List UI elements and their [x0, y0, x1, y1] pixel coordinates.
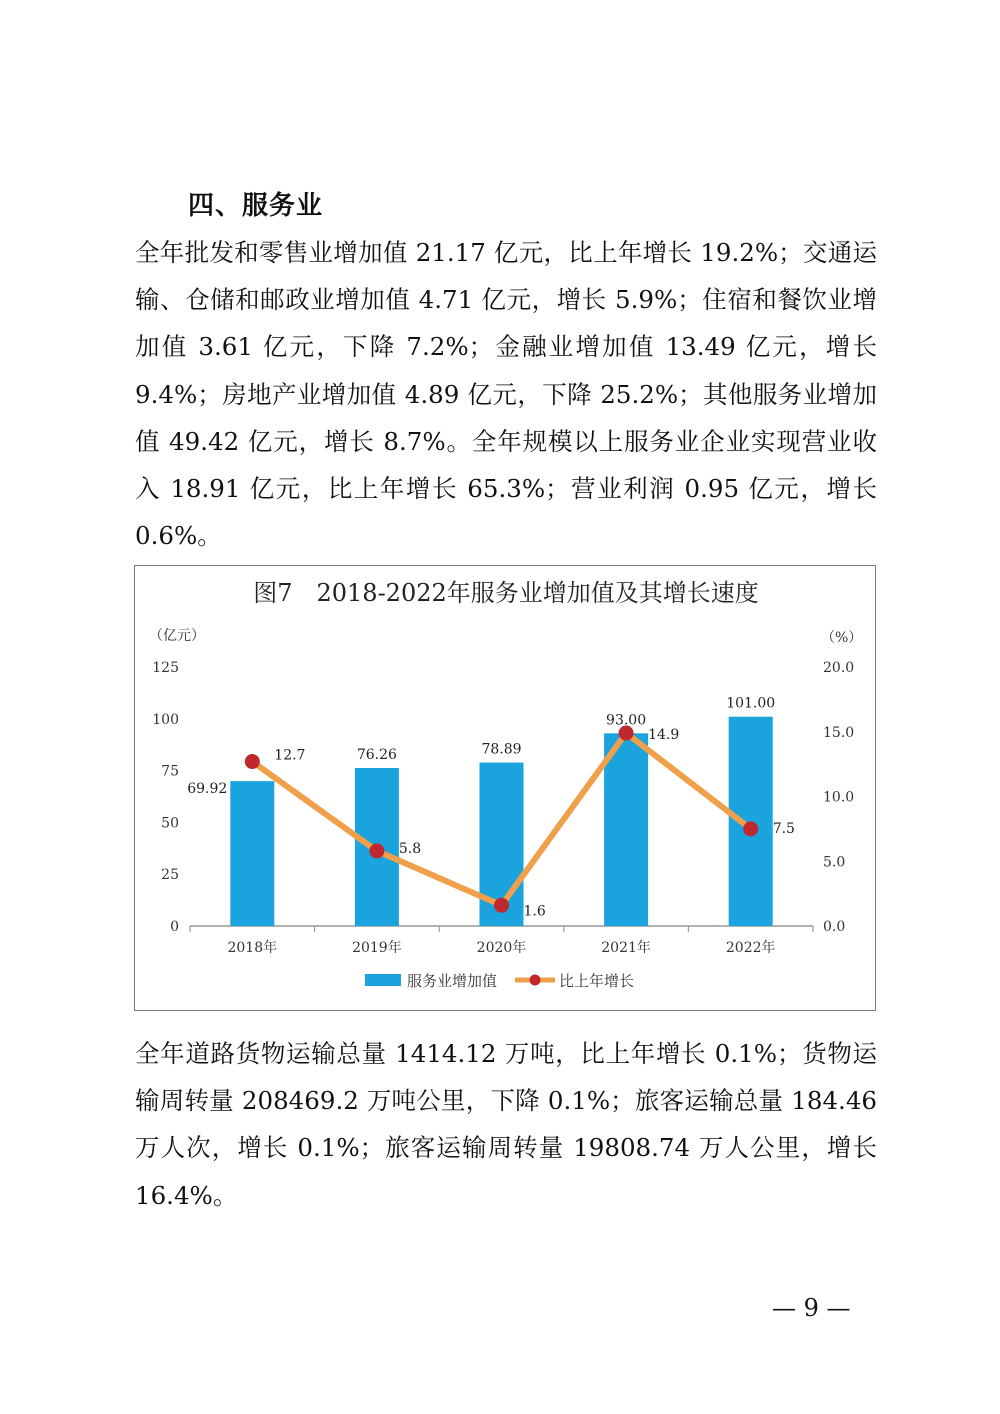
bar: [729, 717, 773, 926]
x-tick-label: 2022年: [725, 940, 776, 956]
legend-line-marker: [530, 975, 541, 986]
bar-value-label: 93.00: [606, 712, 647, 729]
services-chart: [135, 566, 877, 1012]
x-tick-label: 2021年: [601, 940, 651, 956]
right-unit-label: （%）: [821, 630, 863, 646]
growth-point: [369, 843, 384, 858]
growth-value-label: 12.7: [274, 747, 306, 764]
left-tick-label: 75: [161, 763, 179, 780]
page-number: — 9 —: [772, 1294, 851, 1322]
left-unit-label: （亿元）: [149, 628, 205, 644]
bar-value-label: 76.26: [356, 746, 397, 763]
x-tick-label: 2020年: [476, 940, 527, 956]
bar-value-label: 69.92: [187, 781, 228, 798]
chart-legend: [365, 972, 634, 990]
growth-value-label: 7.5: [772, 820, 795, 837]
growth-value-label: 1.6: [523, 903, 546, 920]
left-tick-label: 100: [152, 711, 179, 728]
x-tick-label: 2019年: [352, 940, 402, 956]
section-heading: 四、服务业: [188, 191, 324, 221]
right-tick-label: 0.0: [823, 919, 846, 935]
right-tick-label: 5.0: [823, 854, 846, 871]
legend-line-label: 比上年增长: [559, 972, 635, 990]
growth-point: [494, 898, 509, 913]
right-tick-label: 20.0: [823, 660, 855, 676]
paragraph-transport: 全年道路货物运输总量 1414.12 万吨，比上年增长 0.1%；货物运输周转量 208469.2 万吨公里，下降 0.1%；旅客运输总量 184.46 万人次，增长 0.1%；旅客运输周转量 19808.74 万人公里，增长 16.4%。: [135, 1039, 877, 1210]
growth-value-label: 5.8: [398, 840, 422, 857]
right-tick-label: 10.0: [823, 789, 855, 806]
legend-bar-swatch: [365, 974, 401, 986]
left-tick-label: 25: [161, 867, 179, 884]
paragraph-services: 全年批发和零售业增加值 21.17 亿元，比上年增长 19.2%；交通运输、仓储和邮政业增加值 4.71 亿元，增长 5.9%；住宿和餐饮业增加值 3.61 亿元，下降 7.2%；金融业增加值 13.49 亿元，增长 9.4%；房地产业增加值 4.89 亿元，下降 25.2%；其他服务业增加值 49.42 亿元，增长 8.7%。全年规模以上服务业企业实现营业收入 18.91 亿元，比上年增长 65.3%；营业利润 0.95 亿元，增长 0.6%。: [135, 238, 877, 551]
left-tick-label: 50: [161, 815, 179, 832]
chart-title: 图7 2018-2022年服务业增加值及其增长速度: [253, 579, 759, 607]
growth-point: [743, 821, 758, 836]
left-tick-label: 0: [170, 919, 179, 935]
chart-frame: [134, 565, 876, 1011]
bar-value-label: 101.00: [726, 695, 776, 712]
growth-point: [245, 754, 260, 769]
bar: [230, 781, 274, 926]
left-tick-label: 125: [152, 660, 179, 676]
x-tick-label: 2018年: [227, 940, 278, 956]
bar-value-label: 78.89: [481, 741, 522, 758]
legend-bar-label: 服务业增加值: [407, 972, 498, 990]
bar: [604, 733, 648, 926]
right-tick-label: 15.0: [823, 724, 855, 741]
growth-value-label: 14.9: [648, 727, 680, 744]
